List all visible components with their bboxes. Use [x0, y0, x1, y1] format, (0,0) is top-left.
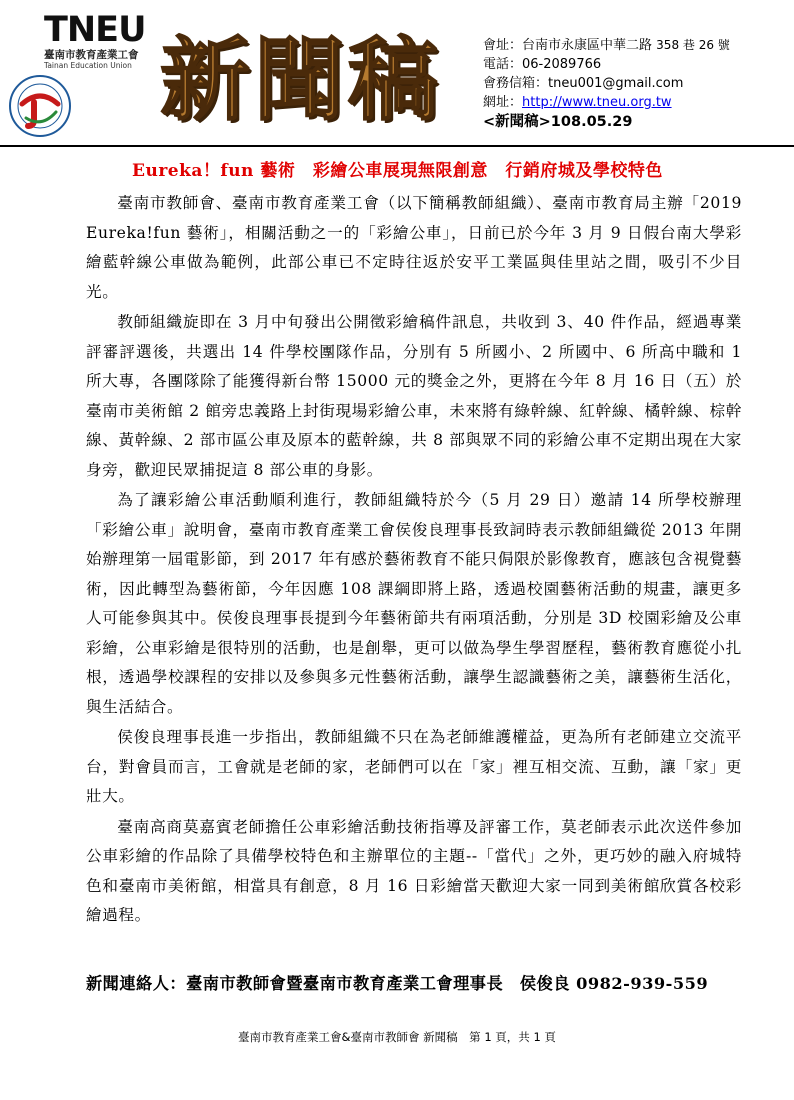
press-contact: 新聞連絡人：臺南市教師會暨臺南市教育產業工會理事長 侯俊良 0982-939-559: [86, 974, 709, 993]
page-footer: 臺南市教育產業工會&臺南市教師會 新聞稿 第 1 頁，共 1 頁: [238, 1030, 556, 1044]
masthead-title: 新聞稿: [160, 27, 442, 133]
header-divider: [0, 145, 794, 147]
logo-wordmark: TNEU: [44, 10, 146, 50]
phone-row: 電話：06-2089766: [483, 57, 602, 72]
contact-info: [483, 36, 730, 132]
website-row: 網址：http://www.tneu.org.tw: [483, 95, 672, 110]
address-row: 會址：台南市永康區中華二路 358 巷 26 號: [483, 38, 730, 53]
address-value: 台南市永康區中華二路: [522, 38, 653, 53]
website-link[interactable]: http://www.tneu.org.tw: [522, 95, 672, 110]
paragraph: 臺南高商莫嘉賓老師擔任公車彩繪活動技術指導及評審工作，莫老師表示此次送件參加公車彩繪的作品除了具備學校特色和主辦單位的主題--「當代」之外，更巧妙的融入府城特色和臺南市美術館，相當具有創意，8 月 16 日彩繪當天歡迎大家一同到美術館欣賞各校彩繪過程。: [86, 817, 742, 924]
article-body: [86, 189, 742, 932]
phone-value: 06-2089766: [522, 57, 602, 72]
paragraph: 侯俊良理事長進一步指出，教師組織不只在為老師維護權益，更為所有老師建立交流平台，對會員而言，工會就是老師的家，老師們可以在「家」裡互相交流、互動，讓「家」更壯大。: [86, 728, 742, 805]
email-value: tneu001@gmail.com: [548, 76, 684, 91]
union-logo: [44, 12, 150, 70]
paragraph: 教師組織旋即在 3 月中旬發出公開徵彩繪稿件訊息，共收到 3、40 件作品，經過專業評審評選後，共選出 14 件學校團隊作品，分別有 5 所國小、2 所國中、6 所高中職和 1 所大專，各團隊除了能獲得新台幣 15000 元的獎金之外，更將在今年 8 月 16 日（五）於臺南市美術館 2 館旁忠義路上封街現場彩繪公車，未來將有綠幹線、紅幹線、橘幹線、棕幹線、黃幹線、2 部市區公車及原本的藍幹線，共 8 部與眾不同的彩繪公車不定期出現在大家身旁，歡迎民眾捕捉這 8 部公車的身影。: [86, 313, 742, 479]
paragraph: 為了讓彩繪公車活動順利進行，教師組織特於今（5 月 29 日）邀請 14 所學校辦理「彩繪公車」說明會，臺南市教育產業工會侯俊良理事長致詞時表示教師組織從 2013 年開始辦理第一屆電影節，到 2017 年有感於藝術教育不能只侷限於影像教育，應該包含視覺藝術，因此轉型為藝術節，今年因應 108 課綱即將上路，透過校園藝術活動的規畫，讓更多人可能參與其中。侯俊良理事長提到今年藝術節共有兩項活動，分別是 3D 校園彩繪及公車彩繪，公車彩繪是很特別的活動，也是創舉，更可以做為學生學習歷程，藝術教育應從小扎根，透過學校課程的安排以及參與多元性藝術活動，讓學生認識藝術之美，讓藝術生活化，與生活結合。: [86, 491, 742, 716]
paragraph: 臺南市教師會、臺南市教育產業工會（以下簡稱教師組織）、臺南市教育局主辦「2019 Eureka!fun 藝術」，相關活動之一的「彩繪公車」，日前已於今年 3 月 9 日假台南大學彩繪藍幹線公車做為範例，此部公車已不定時往返於安平工業區與佳里站之間，吸引不少目光。: [86, 194, 742, 301]
logo-subtitle-en: Tainan Education Union: [44, 61, 132, 70]
release-date: <新聞稿>108.05.29: [483, 114, 633, 130]
address-number: 358 巷 26 號: [656, 38, 730, 52]
logo-subtitle: 臺南市教育產業工會: [44, 49, 139, 61]
article-title: Eureka！fun 藝術 彩繪公車展現無限創意 行銷府城及學校特色: [132, 161, 663, 181]
teachers-association-emblem-icon: [8, 74, 72, 138]
email-row: 會務信箱：tneu001@gmail.com: [483, 76, 684, 91]
